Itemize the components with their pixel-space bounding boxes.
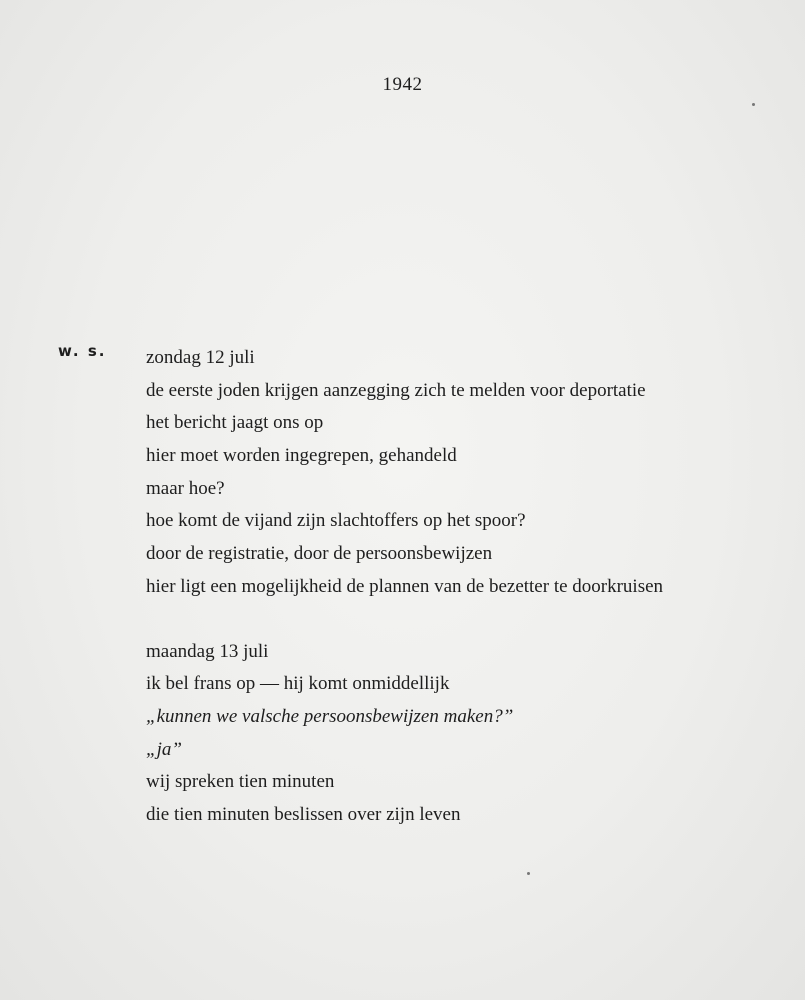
poem-line: wij spreken tien minuten: [146, 771, 335, 793]
poem-line-quote: „ja”: [146, 738, 182, 760]
poem-line: die tien minuten beslissen over zijn leven: [146, 803, 461, 825]
diary-poem: [146, 342, 786, 832]
entry-date: zondag 12 juli: [146, 347, 255, 368]
poem-line: ik bel frans op — hij komt onmiddellijk: [146, 673, 450, 695]
poem-line: door de registratie, door de persoonsbewijzen: [146, 543, 493, 565]
poem-line: de eerste joden krijgen aanzegging zich te melden voor deportatie: [146, 379, 646, 401]
author-initials: w. s.: [58, 342, 107, 360]
poem-line-quote: „kunnen we valsche persoonsbewijzen maken?”: [146, 705, 514, 727]
entry-date: maandag 13 juli: [146, 640, 269, 662]
page-year-heading: 1942: [382, 74, 423, 95]
poem-line: hier moet worden ingegrepen, gehandeld: [146, 445, 457, 467]
poem-line: hoe komt de vijand zijn slachtoffers op het spoor?: [146, 510, 526, 532]
diary-entry: [146, 636, 786, 832]
poem-line: het bericht jaagt ons op: [146, 412, 324, 434]
paper-speck: [527, 872, 530, 875]
paper-speck: [752, 103, 755, 106]
poem-line: hier ligt een mogelijkheid de plannen van de bezetter te doorkruisen: [146, 575, 664, 597]
stanza-gap: [146, 604, 786, 636]
diary-entry: [146, 342, 786, 604]
poem-line: maar hoe?: [146, 477, 225, 499]
